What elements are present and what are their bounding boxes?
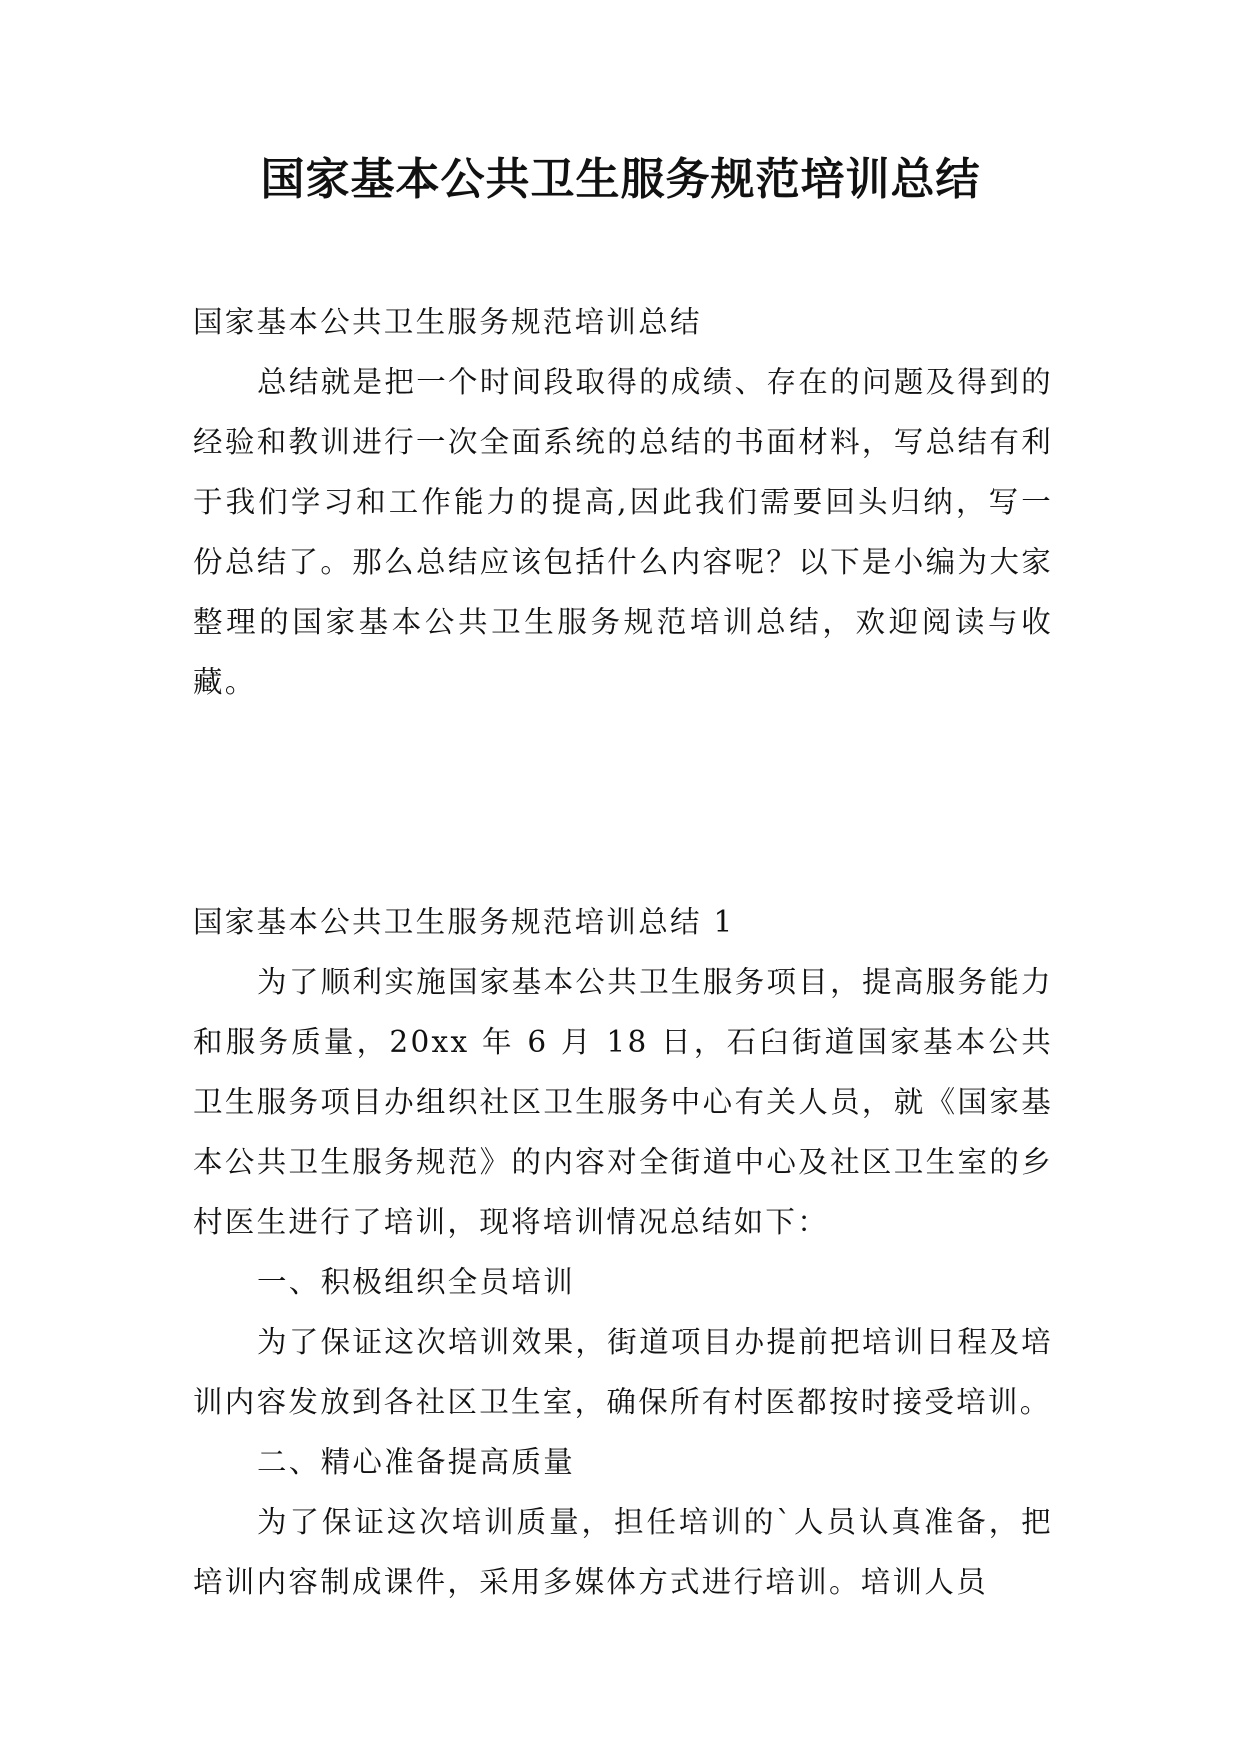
point2-heading: 二、精心准备提高质量 <box>257 1445 576 1479</box>
document-body <box>193 292 1053 1612</box>
point1-heading: 一、积极组织全员培训 <box>257 1265 576 1299</box>
section-spacer <box>193 712 1053 892</box>
intro-heading: 国家基本公共卫生服务规范培训总结 <box>193 305 702 339</box>
point1-paragraph: 为了保证这次培训效果，街道项目办提前把培训日程及培训内容发放到各社区卫生室，确保所有村医都按时接受培训。 <box>193 1325 1053 1419</box>
intro-paragraph: 总结就是把一个时间段取得的成绩、存在的问题及得到的经验和教训进行一次全面系统的总结的书面材料，写总结有利于我们学习和工作能力的提高,因此我们需要回头归纳，写一份总结了。那么总结应该包括什么内容呢？以下是小编为大家整理的国家基本公共卫生服务规范培训总结，欢迎阅读与收藏。 <box>193 365 1053 699</box>
section1-paragraph: 为了顺利实施国家基本公共卫生服务项目，提高服务能力和服务质量，20xx 年 6 月 18 日，石臼街道国家基本公共卫生服务项目办组织社区卫生服务中心有关人员，就《国家基本公共卫生服务规范》的内容对全街道中心及社区卫生室的乡村医生进行了培训，现将培训情况总结如下： <box>193 965 1053 1239</box>
document-title: 国家基本公共卫生服务规范培训总结 <box>260 154 981 205</box>
point2-paragraph: 为了保证这次培训质量，担任培训的`人员认真准备，把培训内容制成课件，采用多媒体方式进行培训。培训人员 <box>193 1505 1053 1599</box>
section1-heading: 国家基本公共卫生服务规范培训总结 1 <box>193 905 735 939</box>
